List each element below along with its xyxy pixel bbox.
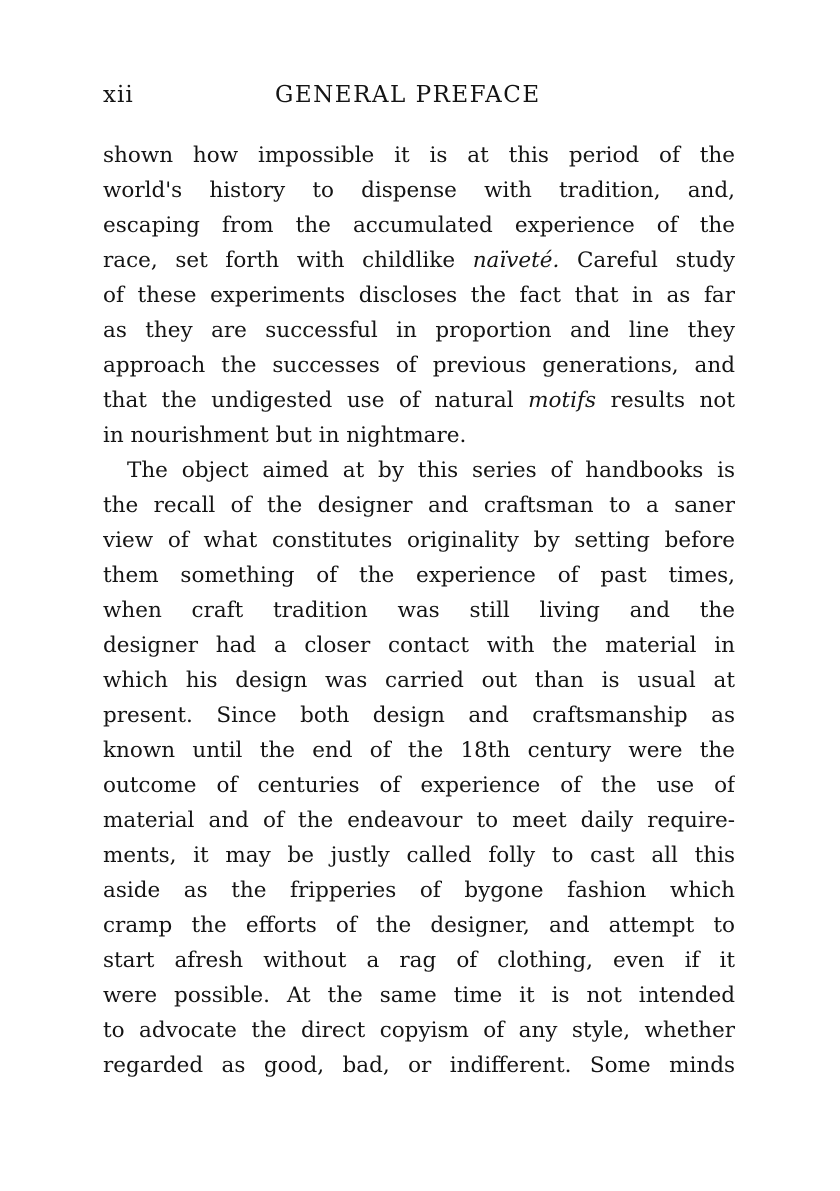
paragraph-2 — [103, 453, 735, 1083]
page-header — [103, 82, 743, 116]
text-line: shown how impossible it is at this period of the — [103, 143, 735, 168]
text-segment: race, set forth with childlike — [103, 248, 473, 273]
text-line: view of what constitutes originality by setting before — [103, 528, 735, 553]
text-line: material and of the endeavour to meet daily require- — [103, 808, 735, 833]
text-line: as they are successful in proportion and line they — [103, 318, 735, 343]
text-line: in nourishment but in nightmare. — [103, 423, 467, 448]
body-text — [103, 138, 735, 1083]
text-line — [103, 383, 735, 418]
text-line: designer had a closer contact with the material in — [103, 633, 735, 658]
text-line: escaping from the accumulated experience of the — [103, 213, 735, 238]
text-line: which his design was carried out than is usual at — [103, 668, 735, 693]
text-line: cramp the efforts of the designer, and attempt to — [103, 913, 735, 938]
text-line: approach the successes of previous generations, and — [103, 353, 735, 378]
text-segment: results not — [596, 388, 735, 413]
text-line: of these experiments discloses the fact that in as far — [103, 283, 735, 308]
italic-term-naivete: naïveté. — [472, 248, 560, 273]
text-line: The object aimed at by this series of handbooks is — [127, 458, 735, 483]
text-line: to advocate the direct copyism of any style, whether — [103, 1018, 735, 1043]
page-number: xii — [103, 82, 134, 108]
text-line: start afresh without a rag of clothing, even if it — [103, 948, 735, 973]
text-line: when craft tradition was still living and the — [103, 598, 735, 623]
text-line: world's history to dispense with tradition, and, — [103, 178, 735, 203]
text-line: present. Since both design and craftsmanship as — [103, 703, 735, 728]
text-segment: that the undigested use of natural — [103, 388, 529, 413]
text-line: were possible. At the same time it is not intended — [103, 983, 735, 1008]
text-line: the recall of the designer and craftsman to a saner — [103, 493, 735, 518]
text-line: aside as the fripperies of bygone fashion which — [103, 878, 735, 903]
paragraph-1 — [103, 138, 735, 453]
text-line: known until the end of the 18th century were the — [103, 738, 735, 763]
text-line — [103, 243, 735, 278]
running-title: GENERAL PREFACE — [275, 82, 541, 108]
text-line: ments, it may be justly called folly to cast all this — [103, 843, 735, 868]
text-line: regarded as good, bad, or indifferent. Some minds — [103, 1053, 735, 1078]
italic-term-motifs: motifs — [528, 388, 596, 413]
text-line: them something of the experience of past times, — [103, 563, 735, 588]
text-segment: Careful study — [559, 248, 735, 273]
text-line: outcome of centuries of experience of the use of — [103, 773, 735, 798]
